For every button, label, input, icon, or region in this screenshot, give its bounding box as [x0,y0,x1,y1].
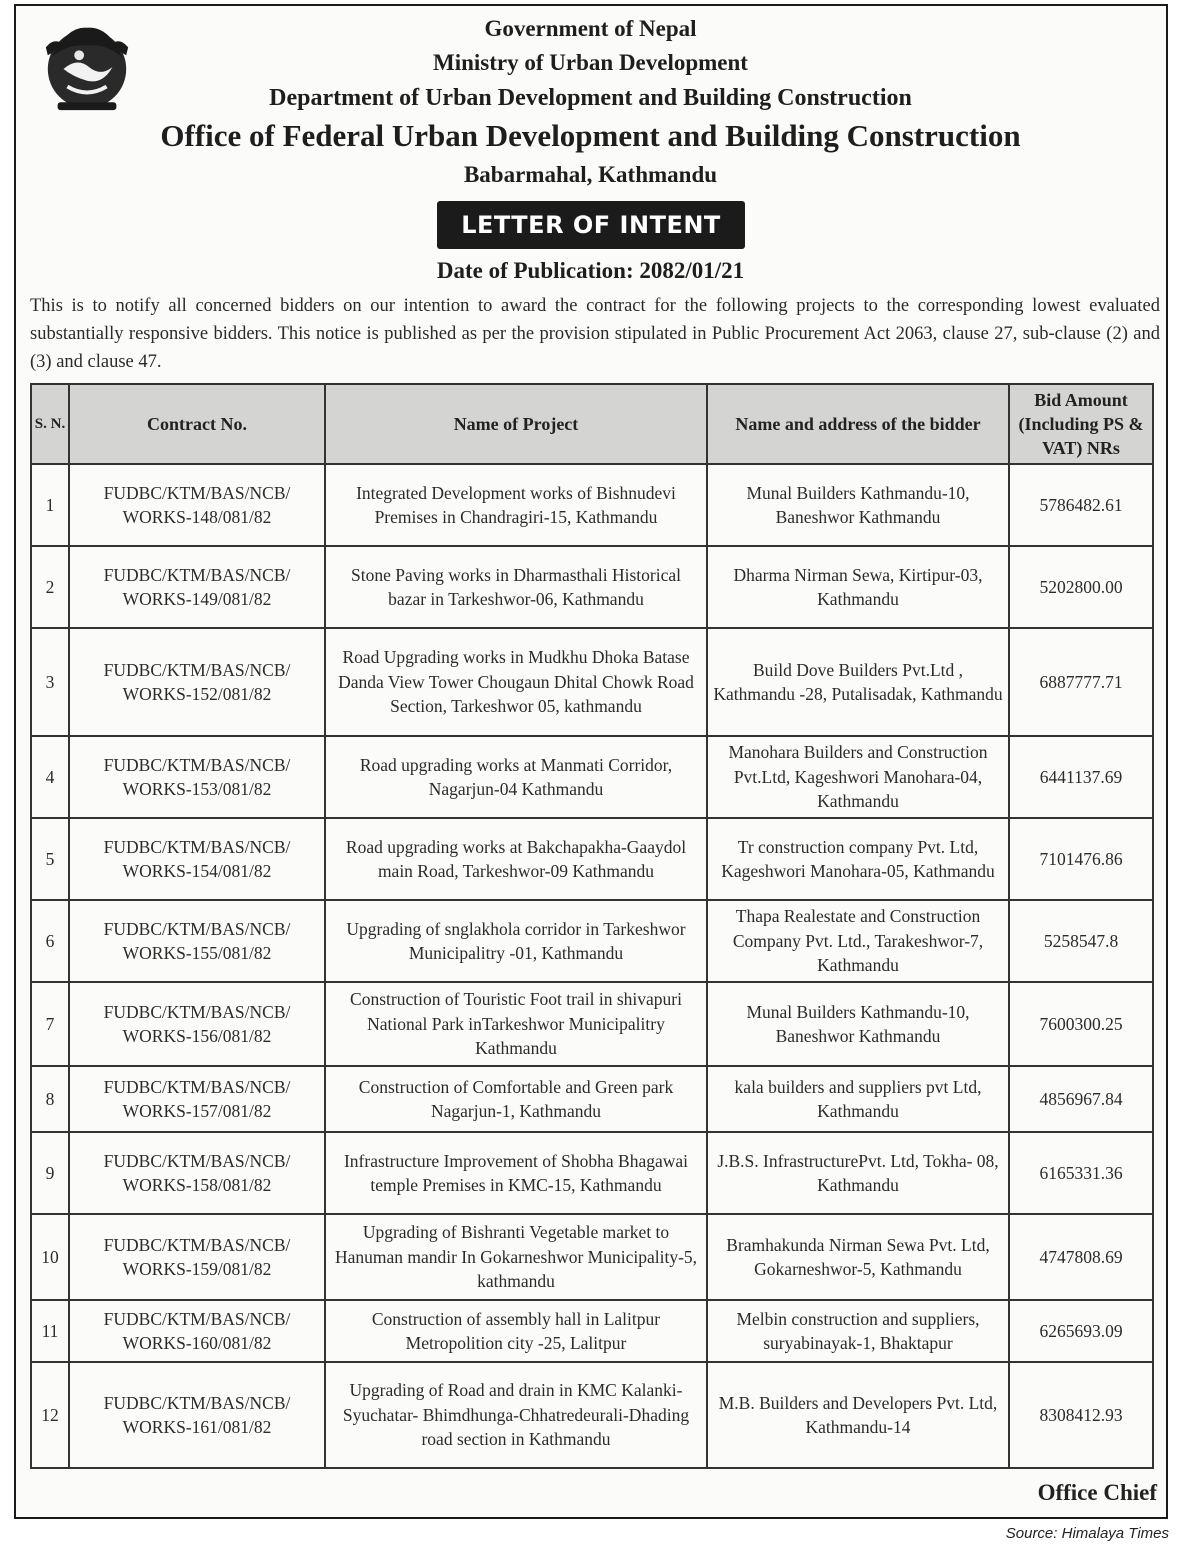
cell-sn: 8 [31,1066,69,1132]
cell-sn: 7 [31,982,69,1066]
cell-sn: 6 [31,900,69,982]
cell-bidder: Dharma Nirman Sewa, Kirtipur-03, Kathmandu [707,546,1009,628]
cell-bid-amount: 5786482.61 [1009,464,1153,546]
header-bid-amount: Bid Amount (Including PS & VAT) NRs [1009,384,1153,464]
cell-bid-amount: 4747808.69 [1009,1214,1153,1300]
table-row [31,1362,1153,1468]
header-bidder: Name and address of the bidder [707,384,1009,464]
table-header-row [31,384,1153,464]
cell-bid-amount: 7101476.86 [1009,818,1153,900]
cell-bidder: M.B. Builders and Developers Pvt. Ltd, Kathmandu-14 [707,1362,1009,1468]
cell-bidder: Munal Builders Kathmandu-10, Baneshwor Kathmandu [707,464,1009,546]
cell-bidder: Tr construction company Pvt. Ltd, Kageshwori Manohara-05, Kathmandu [707,818,1009,900]
cell-bid-amount: 6165331.36 [1009,1132,1153,1214]
cell-contract-no: FUDBC/KTM/BAS/NCB/ WORKS-153/081/82 [69,736,325,818]
table-row [31,546,1153,628]
table-row [31,818,1153,900]
cell-contract-no: FUDBC/KTM/BAS/NCB/ WORKS-152/081/82 [69,628,325,736]
cell-project-name: Road upgrading works at Manmati Corridor, Nagarjun-04 Kathmandu [325,736,707,818]
cell-project-name: Stone Paving works in Dharmasthali Historical bazar in Tarkeshwor-06, Kathmandu [325,546,707,628]
letterhead [0,12,1181,194]
cell-project-name: Integrated Development works of Bishnudevi Premises in Chandragiri-15, Kathmandu [325,464,707,546]
cell-contract-no: FUDBC/KTM/BAS/NCB/ WORKS-155/081/82 [69,900,325,982]
cell-sn: 10 [31,1214,69,1300]
office-title: Office of Federal Urban Development and Building Construction [160,118,1021,153]
cell-bidder: Thapa Realestate and Construction Company Pvt. Ltd., Tarakeshwor-7, Kathmandu [707,900,1009,982]
cell-sn: 3 [31,628,69,736]
cell-bidder: kala builders and suppliers pvt Ltd, Kathmandu [707,1066,1009,1132]
cell-bid-amount: 6887777.71 [1009,628,1153,736]
cell-project-name: Upgrading of snglakhola corridor in Tarkeshwor Municipalitry -01, Kathmandu [325,900,707,982]
cell-contract-no: FUDBC/KTM/BAS/NCB/ WORKS-149/081/82 [69,546,325,628]
table-row [31,1300,1153,1362]
cell-project-name: Upgrading of Bishranti Vegetable market to Hanuman mandir In Gokarneshwor Municipality-5, kathmandu [325,1214,707,1300]
cell-project-name: Road upgrading works at Bakchapakha-Gaaydol main Road, Tarkeshwor-09 Kathmandu [325,818,707,900]
cell-contract-no: FUDBC/KTM/BAS/NCB/ WORKS-161/081/82 [69,1362,325,1468]
signatory: Office Chief [1037,1480,1157,1505]
table-row [31,1132,1153,1214]
cell-sn: 2 [31,546,69,628]
header-sn: S. N. [31,384,69,464]
cell-contract-no: FUDBC/KTM/BAS/NCB/ WORKS-159/081/82 [69,1214,325,1300]
table-row [31,1066,1153,1132]
table-row [31,1214,1153,1300]
publication-date: Date of Publication: 2082/01/21 [436,258,745,283]
table-row [31,900,1153,982]
cell-bid-amount: 7600300.25 [1009,982,1153,1066]
cell-bidder: Bramhakunda Nirman Sewa Pvt. Ltd, Gokarneshwor-5, Kathmandu [707,1214,1009,1300]
cell-bidder: Melbin construction and suppliers, suryabinayak-1, Bhaktapur [707,1300,1009,1362]
cell-contract-no: FUDBC/KTM/BAS/NCB/ WORKS-154/081/82 [69,818,325,900]
cell-bid-amount: 6265693.09 [1009,1300,1153,1362]
cell-project-name: Upgrading of Road and drain in KMC Kalanki- Syuchatar- Bhimdhunga-Chhatredeurali-Dhading road section in Kathmandu [325,1362,707,1468]
intro-paragraph: This is to notify all concerned bidders on our intention to award the contract for the following projects to the corresponding lowest evaluated substantially responsive bidders. This notice is published as per the provision stipulated in Public Procurement Act 2063, clause 27, sub-clause (2) and (3) and clause 47. [30,296,1160,372]
bid-table-body [31,464,1153,1468]
cell-sn: 1 [31,464,69,546]
cell-bidder: Munal Builders Kathmandu-10, Baneshwor Kathmandu [707,982,1009,1066]
letter-of-intent-title: LETTER OF INTENT [461,211,721,239]
cell-sn: 11 [31,1300,69,1362]
cell-project-name: Infrastructure Improvement of Shobha Bhagawai temple Premises in KMC-15, Kathmandu [325,1132,707,1214]
header-contract-no: Contract No. [69,384,325,464]
cell-sn: 4 [31,736,69,818]
cell-project-name: Construction of Comfortable and Green park Nagarjun-1, Kathmandu [325,1066,707,1132]
cell-contract-no: FUDBC/KTM/BAS/NCB/ WORKS-157/081/82 [69,1066,325,1132]
ministry-title: Ministry of Urban Development [433,50,748,75]
government-title: Government of Nepal [484,16,697,41]
cell-project-name: Road Upgrading works in Mudkhu Dhoka Batase Danda View Tower Chougaun Dhital Chowk Road Section, Tarkeshwor 05, kathmandu [325,628,707,736]
cell-bidder: Manohara Builders and Construction Pvt.Ltd, Kageshwori Manohara-04, Kathmandu [707,736,1009,818]
table-row [31,628,1153,736]
cell-bid-amount: 5202800.00 [1009,546,1153,628]
cell-bidder: J.B.S. InfrastructurePvt. Ltd, Tokha- 08, Kathmandu [707,1132,1009,1214]
cell-sn: 5 [31,818,69,900]
office-address: Babarmahal, Kathmandu [463,162,718,187]
table-row [31,736,1153,818]
cell-project-name: Construction of Touristic Foot trail in shivapuri National Park inTarkeshwor Municipalitry Kathmandu [325,982,707,1066]
cell-contract-no: FUDBC/KTM/BAS/NCB/ WORKS-160/081/82 [69,1300,325,1362]
cell-sn: 9 [31,1132,69,1214]
table-row [31,982,1153,1066]
cell-sn: 12 [31,1362,69,1468]
table-row [31,464,1153,546]
cell-contract-no: FUDBC/KTM/BAS/NCB/ WORKS-156/081/82 [69,982,325,1066]
cell-contract-no: FUDBC/KTM/BAS/NCB/ WORKS-148/081/82 [69,464,325,546]
cell-project-name: Construction of assembly hall in Lalitpur Metropolition city -25, Lalitpur [325,1300,707,1362]
cell-bidder: Build Dove Builders Pvt.Ltd , Kathmandu -28, Putalisadak, Kathmandu [707,628,1009,736]
cell-bid-amount: 6441137.69 [1009,736,1153,818]
cell-bid-amount: 5258547.8 [1009,900,1153,982]
source-credit: Source: Himalaya Times [1005,1525,1169,1542]
letter-of-intent-banner [437,201,745,249]
bid-table [30,383,1154,1469]
cell-bid-amount: 8308412.93 [1009,1362,1153,1468]
department-title: Department of Urban Development and Building Construction [269,85,912,111]
cell-contract-no: FUDBC/KTM/BAS/NCB/ WORKS-158/081/82 [69,1132,325,1214]
cell-bid-amount: 4856967.84 [1009,1066,1153,1132]
header-project-name: Name of Project [325,384,707,464]
